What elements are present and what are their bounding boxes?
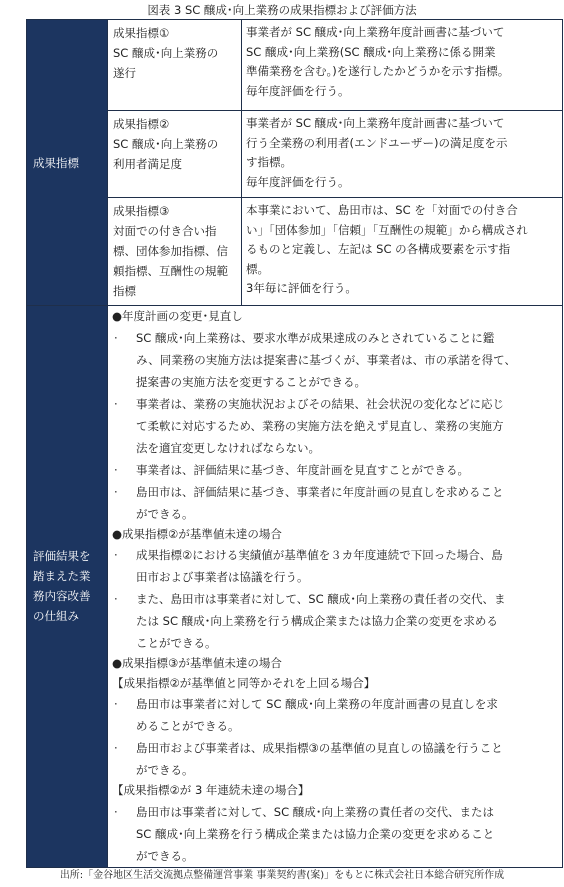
bullet-line: 島田市は事業者に対して SC 醸成･向上業務の年度計画書の見直しを求 bbox=[136, 697, 498, 712]
header-improvement-mechanism: 評価結果を 踏まえた業 務内容改善 の仕組み bbox=[27, 306, 108, 868]
bullet-line: 事業者は、評価結果に基づき、年度計画を見直すことができる。 bbox=[136, 462, 470, 477]
section-heading: 【成果指標②が 3 年連続未達の場合】 bbox=[112, 783, 310, 798]
bullet-item bbox=[112, 327, 556, 393]
indicator-2-description: 事業者が SC 醸成･向上業務年度計画書に基づいて 行う全業務の利用者(エンドユーザー)の満足度を示 す指標。 毎年度評価を行う。 bbox=[242, 111, 563, 198]
bullet-item bbox=[112, 588, 556, 654]
bullet-line: また、島田市は事業者に対して、SC 醸成･向上業務の責任者の交代、ま bbox=[136, 592, 506, 607]
bullet-line: 成果指標②における実績値が基準値を３カ年度連続で下回った場合、島 bbox=[136, 548, 503, 563]
header-label: 成果指標 bbox=[33, 155, 79, 170]
bullet-item bbox=[112, 801, 556, 867]
bullet-line: たは SC 醸成･向上業務を行う構成企業または協力企業の変更を求める bbox=[136, 614, 498, 629]
indicator-3-name: 成果指標③ 対面での付き合い指 標、団体参加指標、信 頼指標、互酬性の規範 指標 bbox=[108, 198, 242, 306]
bullet-line: めることができる。 bbox=[136, 719, 240, 734]
section-heading: 【成果指標②が基準値と同等かそれを上回る場合】 bbox=[112, 675, 376, 690]
bullet-dot-icon: · bbox=[114, 462, 118, 477]
bullet-dot-icon: · bbox=[114, 697, 118, 712]
bullet-dot-icon: · bbox=[114, 741, 118, 756]
bullet-line: ができる。 bbox=[136, 506, 194, 521]
bullet-dot-icon: · bbox=[114, 396, 118, 411]
bullet-line: み、同業務の実施方法は提案書に基づくが、事業者は、市の承諾を得て、 bbox=[136, 352, 516, 367]
bullet-line: SC 醸成･向上業務を行う構成企業または協力企業の変更を求めること bbox=[136, 826, 495, 841]
bullet-line: 事業者は、業務の実施状況およびその結果、社会状況の変化などに応じ bbox=[136, 396, 504, 411]
source-note: 出所:「金谷地区生活交流拠点整備運営事業 事業契約書(案)」をもとに株式会社日本総合研究所作成 bbox=[59, 870, 505, 881]
indicator-1-description: 事業者が SC 醸成･向上業務年度計画書に基づいて SC 醸成･向上業務(SC 醸成･向上業務に係る開業 準備業務を含む。)を遂行したかどうかを示す指標。 毎年度評価を行う。 bbox=[242, 20, 563, 111]
bullet-item bbox=[112, 459, 556, 481]
bullet-line: 提案書の実施方法を変更することができる。 bbox=[136, 374, 366, 389]
bullet-line: て柔軟に対応するため、業務の実施方法を絶えず見直し、業務の実施方 bbox=[136, 418, 504, 433]
bullet-line: 島田市は、評価結果に基づき、事業者に年度計画の見直しを求めること bbox=[136, 484, 504, 499]
bullet-line: SC 醸成･向上業務は、要求水準が成果達成のみとされていることに鑑 bbox=[136, 330, 495, 345]
bullet-line: 田市および事業者は協議を行う。 bbox=[136, 570, 309, 585]
bullet-dot-icon: · bbox=[114, 804, 118, 819]
improvement-mechanism-content bbox=[108, 306, 563, 868]
bullet-dot-icon: · bbox=[114, 330, 118, 345]
section-heading: ●成果指標③が基準値未達の場合 bbox=[112, 656, 282, 671]
bullet-line: 島田市および事業者は、成果指標③の基準値の見直しの協議を行うこと bbox=[136, 741, 503, 756]
section-heading: ●成果指標②が基準値未達の場合 bbox=[112, 526, 282, 541]
header-outcome-indicators bbox=[27, 20, 108, 306]
bullet-dot-icon: · bbox=[114, 592, 118, 607]
indicator-1-name: 成果指標① SC 醸成･向上業務の 遂行 bbox=[108, 20, 242, 111]
bullet-line: ことができる。 bbox=[136, 636, 217, 651]
indicator-2-name: 成果指標② SC 醸成･向上業務の 利用者満足度 bbox=[108, 111, 242, 198]
indicator-table bbox=[26, 19, 563, 868]
bullet-line: ができる。 bbox=[136, 763, 194, 778]
indicator-3-description: 本事業において、島田市は、SC を「対面での付き合 い」「団体参加」「信頼」「互酬性の規範」から構成され るものと定義し、左記は SC の各構成要素を示す指 標。 3年毎に評価を行う。 bbox=[242, 198, 563, 306]
bullet-line: ができる。 bbox=[136, 848, 194, 863]
bullet-dot-icon: · bbox=[114, 484, 118, 499]
bullet-line: 島田市は事業者に対して、SC 醸成･向上業務の責任者の交代、または bbox=[136, 804, 495, 819]
bullet-item bbox=[112, 393, 556, 459]
bullet-item bbox=[112, 737, 556, 781]
figure-caption: 図表 3 SC 醸成･向上業務の成果指標および評価方法 bbox=[147, 3, 417, 17]
section-heading: ●年度計画の変更･見直し bbox=[112, 309, 243, 323]
bullet-item bbox=[112, 693, 556, 737]
bullet-item bbox=[112, 544, 556, 588]
bullet-dot-icon: · bbox=[114, 548, 118, 563]
bullet-line: 法を適宜変更しなければならない。 bbox=[136, 440, 320, 455]
bullet-item bbox=[112, 481, 556, 525]
